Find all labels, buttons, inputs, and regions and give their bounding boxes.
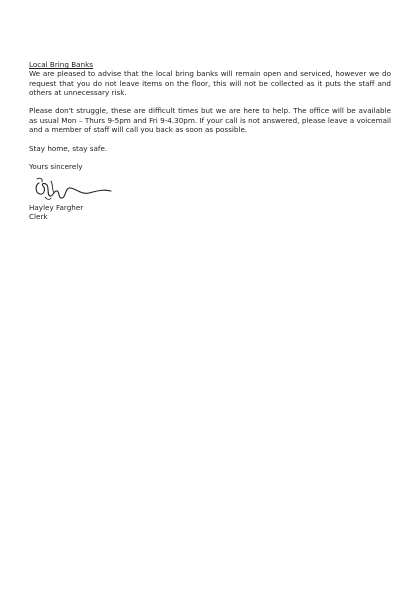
handwritten-signature: [31, 173, 121, 201]
paragraph-stay-safe: Stay home, stay safe.: [29, 143, 108, 153]
signatory-name: Hayley Fargher: [29, 202, 84, 212]
letter-body: [29, 60, 391, 221]
closing-line: Yours sincerely: [29, 162, 83, 172]
paragraph-office-hours: Please don't struggle, these are difficult times but we are here to help. The office will be available as usual Mon – Thurs 9-5pm and Fri 9-4.30pm. If your call is not answered, please leave a voicemail and a member of staff will call you back as soon as possible.: [29, 106, 391, 135]
paragraph-bring-banks: We are pleased to advise that the local bring banks will remain open and serviced, however we do request that you do not leave items on the floor, this will not be collected as it puts the staff and others at unnecessary risk.: [29, 69, 391, 97]
section-heading: Local Bring Banks: [29, 60, 93, 69]
signatory-title: Clerk: [29, 211, 48, 221]
